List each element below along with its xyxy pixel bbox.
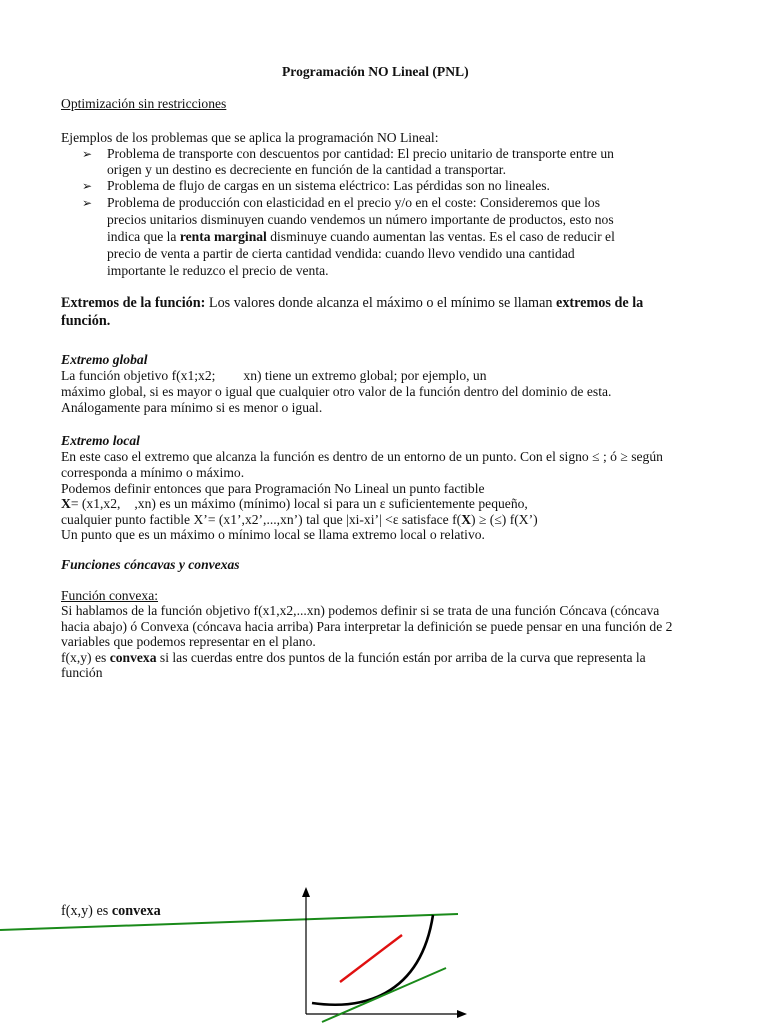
local-line-2: corresponda a mínimo o máximo. (61, 465, 245, 480)
convexa-line-2: hacia abajo) ó Convexa (cóncava hacia arriba) Para interpretar la definición se puede pensar en una función de 2 (61, 619, 673, 634)
heading-extremo-global: Extremo global (61, 352, 148, 367)
extremos-lead: Extremos de la función: (61, 295, 206, 311)
bold-term-convexa: convexa (109, 650, 157, 665)
bold-term-renta-marginal: renta marginal (179, 229, 267, 244)
bullet-3-line-2: precios unitarios disminuyen cuando vendemos un número importante de productos, esto nos (107, 212, 614, 227)
convex-function-figure (0, 860, 768, 1024)
text-segment: xn) tiene un extremo global; por ejemplo, un (243, 368, 487, 383)
convex-curve (312, 915, 433, 1005)
convexa-line-4 (61, 650, 646, 666)
text-segment: ,xn) es un máximo (mínimo) local si para un ε suficientemente pequeño, (134, 496, 528, 511)
text-segment: indica que la (107, 229, 180, 244)
convexa-line-1: Si hablamos de la función objetivo f(x1,x2,...xn) podemos definir si se trata de una función Cóncava (cóncava (61, 603, 660, 618)
bullet-arrow-icon: ➢ (82, 196, 93, 210)
global-line-2: máximo global, si es mayor o igual que cualquier otro valor de la función dentro del dominio de esta. (61, 384, 612, 399)
section-subtitle: Optimización sin restricciones (61, 96, 227, 111)
extremos-definition-line-2: función. (61, 313, 111, 329)
bullet-3-line-4: precio de venta a partir de cierta cantidad vendida: cuando llevo vendido una cantidad (107, 246, 575, 261)
text-segment: f(x,y) es (61, 903, 112, 919)
text-segment: La función objetivo f(x1;x2; (61, 368, 216, 383)
local-line-1: En este caso el extremo que alcanza la función es dentro de un entorno de un punto. Con el signo ≤ ; ó ≥ según (61, 449, 663, 464)
bullet-1-line-2: origen y un destino es decreciente en función de la cantidad a transportar. (107, 162, 506, 177)
extremos-tail: extremos de la (556, 295, 644, 311)
local-line-4 (61, 496, 528, 512)
x-axis-arrow-icon (457, 1010, 467, 1018)
text-segment: = (x1,x2, (70, 496, 121, 511)
text-segment: f(x,y) es (61, 650, 110, 665)
text-segment: disminuye cuando aumentan las ventas. Es el caso de reducir el (266, 229, 615, 244)
examples-intro: Ejemplos de los problemas que se aplica la programación NO Lineal: (61, 130, 439, 145)
y-axis-arrow-icon (302, 887, 310, 897)
local-line-3: Podemos definir entonces que para Programación No Lineal un punto factible (61, 481, 485, 496)
text-segment: Los valores donde alcanza el máximo o el mínimo se llaman (205, 295, 557, 311)
local-line-6: Un punto que es un máximo o mínimo local se llama extremo local o relativo. (61, 527, 485, 542)
heading-funciones-concavas: Funciones cóncavas y convexas (61, 557, 240, 572)
global-line-1 (61, 368, 487, 384)
global-line-3: Análogamente para mínimo si es menor o igual. (61, 400, 323, 415)
bold-symbol-x: X (61, 496, 71, 511)
convexa-line-3: variables que podemos representar en el plano. (61, 634, 316, 649)
bullet-arrow-icon: ➢ (82, 147, 93, 161)
bold-term-convexa: convexa (111, 903, 161, 919)
text-segment: cualquier punto factible X’= (x1’,x2’,...,xn’) tal que |xi-xi’| <ε satisface f( (61, 512, 462, 527)
chord-line (340, 935, 402, 982)
bullet-1-line-1: Problema de transporte con descuentos por cantidad: El precio unitario de transporte entre un (107, 146, 614, 161)
convexa-line-5: función (61, 665, 103, 680)
page-title: Programación NO Lineal (PNL) (282, 64, 469, 79)
bullet-3-line-5: importante le reduzco el precio de venta. (107, 263, 329, 278)
extremos-definition-line-1 (61, 295, 643, 312)
text-segment: si las cuerdas entre dos puntos de la función están por arriba de la curva que representa la (156, 650, 646, 665)
bullet-2-line-1: Problema de flujo de cargas en un sistema eléctrico: Las pérdidas son no lineales. (107, 178, 550, 193)
bullet-arrow-icon: ➢ (82, 179, 93, 193)
local-line-5 (61, 512, 538, 528)
subheading-funcion-convexa: Función convexa: (61, 588, 159, 603)
bullet-3-line-1: Problema de producción con elasticidad en el precio y/o en el coste: Consideremos que los (107, 195, 601, 210)
bullet-3-line-3 (107, 229, 615, 245)
bold-symbol-x: X (461, 512, 472, 527)
secant-line (0, 914, 458, 930)
heading-extremo-local: Extremo local (61, 433, 140, 448)
text-segment: ) ≥ (≤) f(X’) (471, 512, 538, 527)
